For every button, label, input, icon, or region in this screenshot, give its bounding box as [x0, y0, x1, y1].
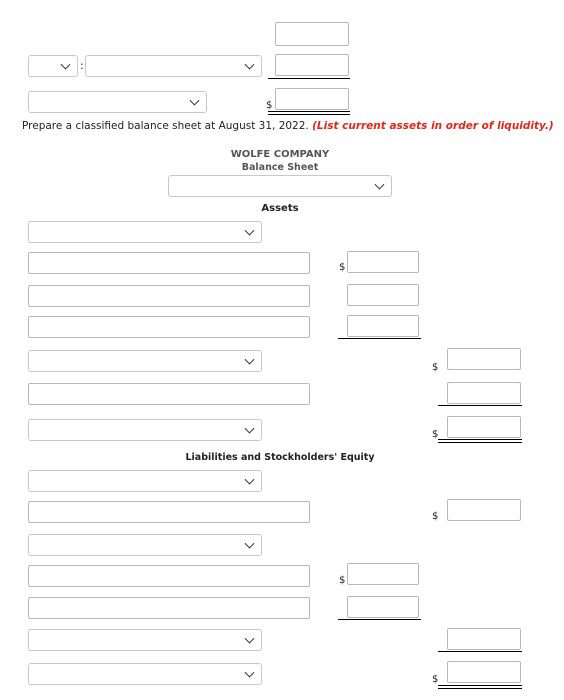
equity-account-input-1[interactable] — [28, 565, 310, 587]
liabilities-heading: Liabilities and Stockholders' Equity — [185, 452, 375, 463]
assets-heading: Assets — [261, 203, 299, 214]
total-assets-input[interactable] — [447, 416, 521, 438]
top-total-input[interactable] — [275, 88, 349, 110]
chevron-down-icon — [245, 539, 255, 549]
chevron-down-icon — [61, 60, 71, 70]
total-assets-select[interactable] — [28, 419, 262, 441]
asset-amount-input-3[interactable] — [347, 315, 419, 337]
date-select[interactable] — [168, 175, 392, 197]
equity-subtotal-underline — [338, 619, 421, 620]
dollar-sign: $ — [432, 674, 439, 685]
instruction-emphasis: (List current assets in order of liquidity.) — [312, 120, 554, 132]
asset-subtotal-underline — [338, 338, 421, 339]
chevron-down-icon — [190, 96, 200, 106]
equity-account-input-2[interactable] — [28, 597, 310, 619]
instruction-main: Prepare a classified balance sheet at August 31, 2022. — [22, 120, 309, 132]
asset-account-input-4[interactable] — [28, 383, 310, 405]
asset-total-underline — [438, 405, 522, 406]
dollar-sign: $ — [432, 511, 439, 522]
dollar-sign: $ — [432, 429, 439, 440]
dollar-sign: $ — [266, 100, 273, 111]
asset-amount-input-1[interactable] — [347, 251, 419, 273]
total-liabilities-equity-double-underline — [438, 685, 522, 689]
top-double-underline — [268, 111, 350, 115]
chevron-down-icon — [245, 226, 255, 236]
top-amount-input-2[interactable] — [275, 54, 349, 76]
total-liabilities-equity-select[interactable] — [28, 663, 262, 685]
total-liabilities-equity-input[interactable] — [447, 661, 521, 683]
equity-total-input[interactable] — [447, 628, 521, 650]
dollar-sign: $ — [339, 575, 346, 586]
chevron-down-icon — [245, 475, 255, 485]
equity-total-underline — [438, 651, 522, 652]
top-total-select[interactable] — [28, 91, 207, 113]
company-name: WOLFE COMPANY — [230, 149, 330, 160]
asset-total-input-1[interactable] — [447, 348, 521, 370]
equity-amount-input-1[interactable] — [347, 563, 419, 585]
asset-total-input-2[interactable] — [447, 382, 521, 404]
chevron-down-icon — [245, 60, 255, 70]
total-assets-double-underline — [438, 439, 522, 443]
assets-category-select[interactable] — [28, 221, 262, 243]
statement-title: Balance Sheet — [241, 162, 319, 173]
top-underline — [268, 78, 350, 79]
equity-subtotal-select[interactable] — [28, 629, 262, 651]
dollar-sign: $ — [339, 262, 346, 273]
colon-separator: : — [80, 59, 84, 72]
chevron-down-icon — [245, 424, 255, 434]
asset-account-input-2[interactable] — [28, 285, 310, 307]
asset-subtotal-select[interactable] — [28, 350, 262, 372]
asset-account-input-3[interactable] — [28, 316, 310, 338]
chevron-down-icon — [375, 180, 385, 190]
equity-category-select[interactable] — [28, 534, 262, 556]
chevron-down-icon — [245, 355, 255, 365]
top-amount-input-1[interactable] — [275, 22, 349, 46]
chevron-down-icon — [245, 668, 255, 678]
top-select-wide[interactable] — [85, 55, 262, 77]
asset-account-input-1[interactable] — [28, 252, 310, 274]
chevron-down-icon — [245, 634, 255, 644]
liability-account-input-1[interactable] — [28, 501, 310, 523]
asset-amount-input-2[interactable] — [347, 284, 419, 306]
dollar-sign: $ — [432, 362, 439, 373]
top-select-small[interactable] — [28, 55, 78, 77]
instruction-text — [22, 120, 554, 132]
equity-amount-input-2[interactable] — [347, 596, 419, 618]
liability-total-input-1[interactable] — [447, 499, 521, 521]
liabilities-category-select[interactable] — [28, 470, 262, 492]
